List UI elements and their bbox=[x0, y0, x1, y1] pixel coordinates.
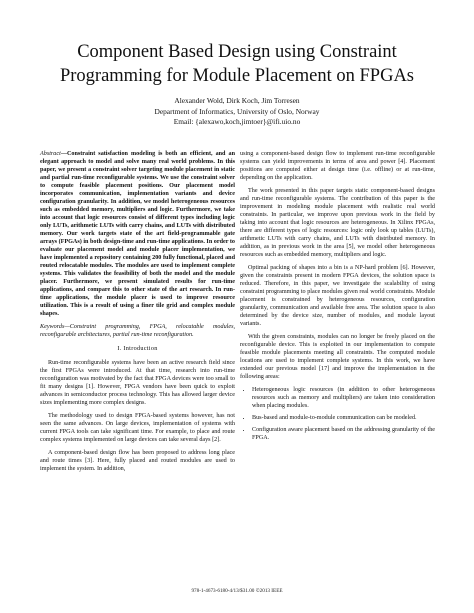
keywords-text: —Constraint programming, FPGA, relocatable modules, reconfigurable architectures, partial run-time reconfiguration. bbox=[40, 324, 235, 338]
title-line-1: Component Based Design using Constraint bbox=[77, 42, 397, 62]
abstract-text: —Constraint satisfaction modeling is both an efficient, and an elegant approach to model and solve many real world problems. In this paper, we present a constraint solver targeting module placement in static and partial run-time reconfigurable systems. We use the constraint solver to compute feasible placement positions. Our placement model incorporates communication, implementation variants and device configuration granularity. In addition, we model heterogeneous resources such as embedded memory, multipliers and logic. Furthermore, we take into account that logic resources consist of different types including logic only LUTs, arithmetic LUTs with carry chains, and LUTs with distributed memory. Our work targets state of the art field-programmable gate arrays (FPGAs) in both design-time and run-time applications. In order to evaluate our placement model and module placer implementation, we have implemented a repository containing 200 fully functional, placed and routed relocatable modules. The modules are used to implement complete systems. This validates the feasibility of both the model and the module placer. Furthermore, we present simulated results for run-time applications, and compare this to other state of the art research. In run-time applications, the module placer is used to improve resource utilization. This is a result of using a finer tile grid and complex module shapes. bbox=[40, 151, 235, 317]
body-paragraph-3: With the given constraints, modules can no longer be freely placed on the reconfigurable device. This is exploited in our implementation to compute feasible module placements meeting all constraints. The computed module locations are used to implement complete systems. In this work, we have extended our previous model [17] and improve the implementation in the following areas: bbox=[240, 334, 435, 380]
abstract-label: Abstract bbox=[40, 151, 61, 157]
keywords bbox=[40, 323, 235, 339]
author-block bbox=[0, 96, 474, 128]
section-heading-introduction: I. Introduction bbox=[117, 345, 158, 352]
keywords-label: Keywords bbox=[40, 324, 65, 330]
intro-paragraph-3: A component-based design flow has been proposed to address long place and route times [3]. Here, fully placed and routed modules are used to implement the system. In addition, bbox=[40, 450, 235, 472]
list-item: • Configuration aware placement based on the addressing granularity of the FPGA. bbox=[252, 426, 435, 442]
body-paragraph-2: Optimal packing of shapes into a bin is a NP-hard problem [6]. However, given the constraints present in modern FPGA devices, the solution space is reduced. Therefore, in this paper, we investigate the scalability of using constraint programming to place modules given real world constraints. Module placement is constrained by heterogeneous resources, configuration granularity, communication and available free area. The solution space is also determined by the device size, number of modules, and module layout variants. bbox=[240, 265, 435, 327]
left-column bbox=[40, 150, 235, 478]
abstract bbox=[40, 150, 235, 318]
list-item: • Heterogeneous logic resources (in addition to other heterogeneous resources such as memory and multipliers) are taken into consideration when placing modules. bbox=[252, 386, 435, 410]
intro-paragraph-1: Run-time reconfigurable systems have been an active research field since the first FPGAs were introduced. At that time, research into run-time reconfiguration was motivated by the fact that FPGA devices were too small to fit many designs [1]. However, FPGA vendors have been quick to exploit advances in semiconductor process technology. This has allowed larger device sizes implementing more complex designs. bbox=[40, 360, 235, 406]
email: Email: {alexawo,koch,jimtoer}@ifi.uio.no bbox=[173, 117, 301, 127]
contribution-list bbox=[240, 386, 435, 442]
title-line-2: Programming for Module Placement on FPGAs bbox=[59, 66, 415, 86]
affiliation: Department of Informatics, University of Oslo, Norway bbox=[154, 106, 320, 116]
copyright-footer: 978-1-4673-6180-4/13/$31.00 ©2013 IEEE bbox=[191, 588, 283, 594]
continued-paragraph: using a component-based design flow to implement run-time reconfigurable systems can yield improvements in terms of area and power [4]. Placement positions are computed either at design time (i.e. offline) or at run-time, depending on the application. bbox=[240, 151, 435, 181]
paper-title bbox=[0, 40, 474, 88]
body-paragraph-1: The work presented in this paper targets static component-based designs and run-time reconfigurable systems. The contribution of this paper is the improvement in modeling module placement with realistic real world constraints. In particular, we improve upon previous work in the field by taking into account that logic resources are heterogeneous. In Xilinx FPGAs, there are different types of logic resources: logic only look up tables (LUTs), arithmetic LUTs with carry chains, and LUTs with distributed memory. In addition, as in previous work in the area [5], we model other heterogeneous resources such as embedded memory, multipliers and logic. bbox=[240, 188, 435, 258]
list-item: • Bus-based and module-to-module communication can be modeled. bbox=[252, 414, 435, 422]
authors: Alexander Wold, Dirk Koch, Jim Torresen bbox=[174, 96, 300, 105]
right-column bbox=[240, 150, 435, 447]
intro-paragraph-2: The methodology used to design FPGA-based systems however, has not seen the same advances. On large devices, implementation of systems with current FPGA tools can take significant time. For example, to place and route complex systems implemented on large devices can take several days [2]. bbox=[40, 413, 235, 443]
